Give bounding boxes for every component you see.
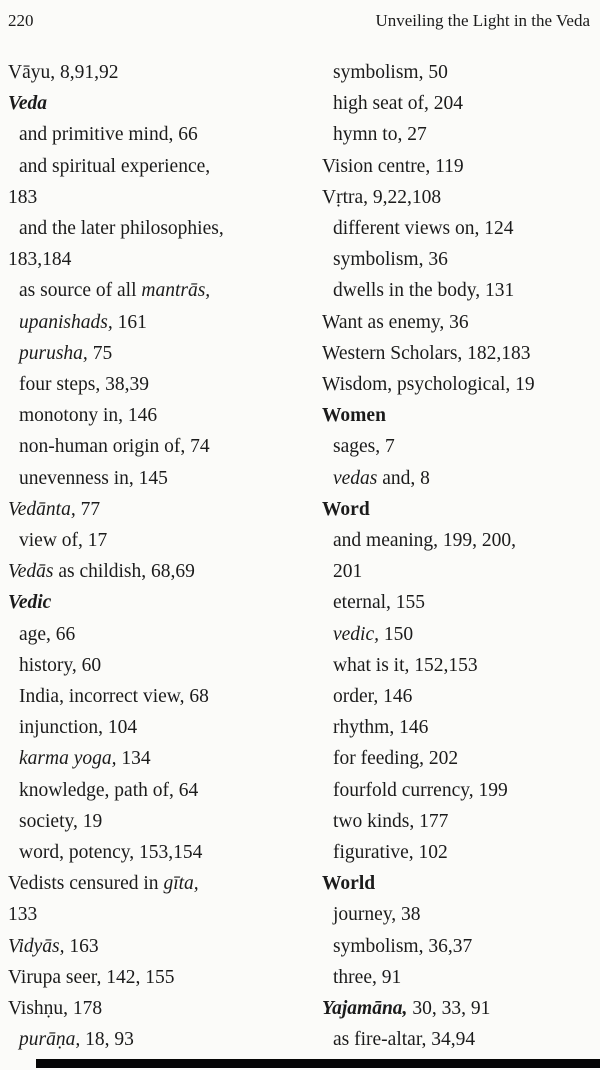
index-line-segment: Women xyxy=(322,405,386,427)
page-header xyxy=(0,0,600,31)
index-line xyxy=(8,119,314,150)
index-line-segment: figurative, 102 xyxy=(333,842,448,864)
index-line-segment: Vishṇu, 178 xyxy=(8,998,103,1020)
index-line xyxy=(322,369,600,400)
index-line-segment: 134 xyxy=(116,748,151,770)
index-columns xyxy=(0,57,600,1056)
index-line-segment: Vedās xyxy=(8,561,54,583)
index-line xyxy=(8,837,314,868)
index-line xyxy=(322,275,600,306)
index-line xyxy=(322,151,600,182)
index-line-segment: dwells in the body, 131 xyxy=(333,280,515,302)
index-line-segment: Vidyās, xyxy=(8,935,65,957)
index-line xyxy=(8,556,314,587)
index-line xyxy=(322,119,600,150)
index-line xyxy=(8,681,314,712)
index-line xyxy=(322,57,600,88)
index-line xyxy=(8,619,314,650)
index-line xyxy=(322,463,600,494)
index-line xyxy=(322,587,600,618)
index-line-segment: knowledge, path of, 64 xyxy=(19,779,199,801)
index-line-segment: symbolism, 36 xyxy=(333,249,448,271)
index-line-segment: 30, 33, 91 xyxy=(407,998,491,1020)
index-line-segment: 75 xyxy=(87,342,113,364)
index-line xyxy=(8,182,314,213)
index-line-segment: 183,184 xyxy=(8,249,72,271)
index-line xyxy=(322,1024,600,1055)
index-line xyxy=(8,868,314,899)
index-line-segment: injunction, 104 xyxy=(19,717,138,739)
index-line xyxy=(8,338,314,369)
index-line-segment: Want as enemy, 36 xyxy=(322,311,469,333)
index-line xyxy=(8,899,314,930)
index-line-segment: view of, 17 xyxy=(19,530,108,552)
index-line-segment: Vision centre, 119 xyxy=(322,155,464,177)
index-line xyxy=(8,369,314,400)
index-line-segment: two kinds, 177 xyxy=(333,810,449,832)
index-line-segment: Western Scholars, 182,183 xyxy=(322,342,531,364)
index-line-segment: 18, 93 xyxy=(80,1029,134,1051)
index-line xyxy=(322,868,600,899)
index-line xyxy=(8,931,314,962)
index-line-segment: three, 91 xyxy=(333,966,402,988)
index-line-segment: as childish, 68,69 xyxy=(53,561,195,583)
index-line-segment: Vedānta, xyxy=(8,498,76,520)
index-line xyxy=(322,338,600,369)
index-line xyxy=(8,275,314,306)
index-line-segment: sages, 7 xyxy=(333,436,395,458)
index-line xyxy=(322,806,600,837)
index-line-segment: 133 xyxy=(8,904,38,926)
index-line xyxy=(8,494,314,525)
index-line xyxy=(322,650,600,681)
index-line-segment: Vedic xyxy=(8,592,52,614)
index-line xyxy=(8,587,314,618)
index-line-segment: symbolism, 50 xyxy=(333,62,448,83)
index-line-segment: karma yoga, xyxy=(19,748,117,770)
index-line-segment: Wisdom, psychological, 19 xyxy=(322,374,535,396)
index-line-segment: for feeding, 202 xyxy=(333,748,459,770)
index-line-segment: and, 8 xyxy=(377,467,430,489)
index-line xyxy=(322,712,600,743)
index-line xyxy=(322,400,600,431)
index-line-segment: order, 146 xyxy=(333,686,413,708)
index-line xyxy=(8,743,314,774)
index-line-segment: age, 66 xyxy=(19,623,76,645)
index-line-segment: what is it, 152,153 xyxy=(333,654,478,676)
index-line-segment: Yajamāna, xyxy=(322,998,408,1020)
page-number: 220 xyxy=(8,11,34,30)
index-line-segment: Vāyu, 8,91,92 xyxy=(8,62,119,83)
index-line xyxy=(8,650,314,681)
index-line-segment: mantrās, xyxy=(141,280,211,302)
index-line xyxy=(322,556,600,587)
index-line-segment: 150 xyxy=(379,623,414,645)
running-title: Unveiling the Light in the Veda xyxy=(375,11,590,30)
index-line xyxy=(322,525,600,556)
index-line xyxy=(322,993,600,1024)
index-line xyxy=(322,213,600,244)
scan-artifact-bar xyxy=(36,1059,600,1068)
index-line xyxy=(8,88,314,119)
index-line-segment: journey, 38 xyxy=(333,904,421,926)
index-line-segment: unevenness in, 145 xyxy=(19,467,168,489)
index-line xyxy=(322,837,600,868)
index-line xyxy=(322,431,600,462)
index-line-segment: 163 xyxy=(64,935,99,957)
index-line xyxy=(322,88,600,119)
index-line-segment: Veda xyxy=(8,93,47,115)
index-line-segment: rhythm, 146 xyxy=(333,717,429,739)
index-line xyxy=(322,182,600,213)
index-line-segment: as source of all xyxy=(19,280,142,302)
index-line-segment: hymn to, 27 xyxy=(333,124,427,146)
index-line xyxy=(8,525,314,556)
index-line-segment: 183 xyxy=(8,186,38,208)
index-line xyxy=(8,993,314,1024)
index-line xyxy=(8,463,314,494)
index-line xyxy=(322,931,600,962)
index-line xyxy=(8,1024,314,1055)
index-line-segment: 201 xyxy=(333,561,363,583)
index-line-segment: Word xyxy=(322,498,370,520)
index-line-segment: upanishads, xyxy=(19,311,113,333)
index-line-segment: history, 60 xyxy=(19,654,102,676)
index-line-segment: vedas xyxy=(333,467,378,489)
index-line-segment: and primitive mind, 66 xyxy=(19,124,198,146)
index-line xyxy=(8,431,314,462)
index-line-segment: Vedists censured in xyxy=(8,873,164,895)
index-line-segment: and spiritual experience, xyxy=(19,155,211,177)
index-line-segment: vedic, xyxy=(333,623,380,645)
index-column-right xyxy=(322,57,600,1056)
index-line xyxy=(8,806,314,837)
index-line-segment: society, 19 xyxy=(19,810,103,832)
index-line xyxy=(322,743,600,774)
index-line xyxy=(322,899,600,930)
index-line-segment: and the later philosophies, xyxy=(19,218,224,240)
index-line xyxy=(322,681,600,712)
index-line-segment: high seat of, 204 xyxy=(333,93,463,115)
index-line-segment: fourfold currency, 199 xyxy=(333,779,508,801)
index-line-segment: India, incorrect view, 68 xyxy=(19,686,209,708)
index-line xyxy=(8,775,314,806)
index-line xyxy=(322,619,600,650)
index-line xyxy=(322,307,600,338)
index-line xyxy=(8,57,314,88)
index-line-segment: word, potency, 153,154 xyxy=(19,842,203,864)
index-line xyxy=(322,244,600,275)
index-line-segment: as fire-altar, 34,94 xyxy=(333,1029,476,1051)
index-line-segment: and meaning, 199, 200, xyxy=(333,530,517,552)
index-line-segment: non-human origin of, 74 xyxy=(19,436,210,458)
index-line xyxy=(322,494,600,525)
index-line-segment: symbolism, 36,37 xyxy=(333,935,473,957)
index-line xyxy=(8,307,314,338)
index-line-segment: four steps, 38,39 xyxy=(19,374,149,396)
index-line xyxy=(322,775,600,806)
index-line-segment: Vṛtra, 9,22,108 xyxy=(322,186,442,208)
index-line-segment: 77 xyxy=(75,498,101,520)
index-column-left xyxy=(8,57,314,1056)
index-line-segment: purāṇa, xyxy=(19,1029,81,1051)
index-line xyxy=(8,400,314,431)
index-line-segment: eternal, 155 xyxy=(333,592,426,614)
index-line-segment: Virupa seer, 142, 155 xyxy=(8,966,175,988)
index-line-segment: World xyxy=(322,873,376,895)
index-line xyxy=(322,962,600,993)
index-line xyxy=(8,244,314,275)
index-line-segment: 161 xyxy=(112,311,147,333)
index-line-segment: gīta, xyxy=(163,873,199,895)
index-line xyxy=(8,213,314,244)
index-line xyxy=(8,151,314,182)
index-line xyxy=(8,712,314,743)
index-line-segment: purusha, xyxy=(19,342,88,364)
index-line xyxy=(8,962,314,993)
index-line-segment: monotony in, 146 xyxy=(19,405,158,427)
index-line-segment: different views on, 124 xyxy=(333,218,514,240)
